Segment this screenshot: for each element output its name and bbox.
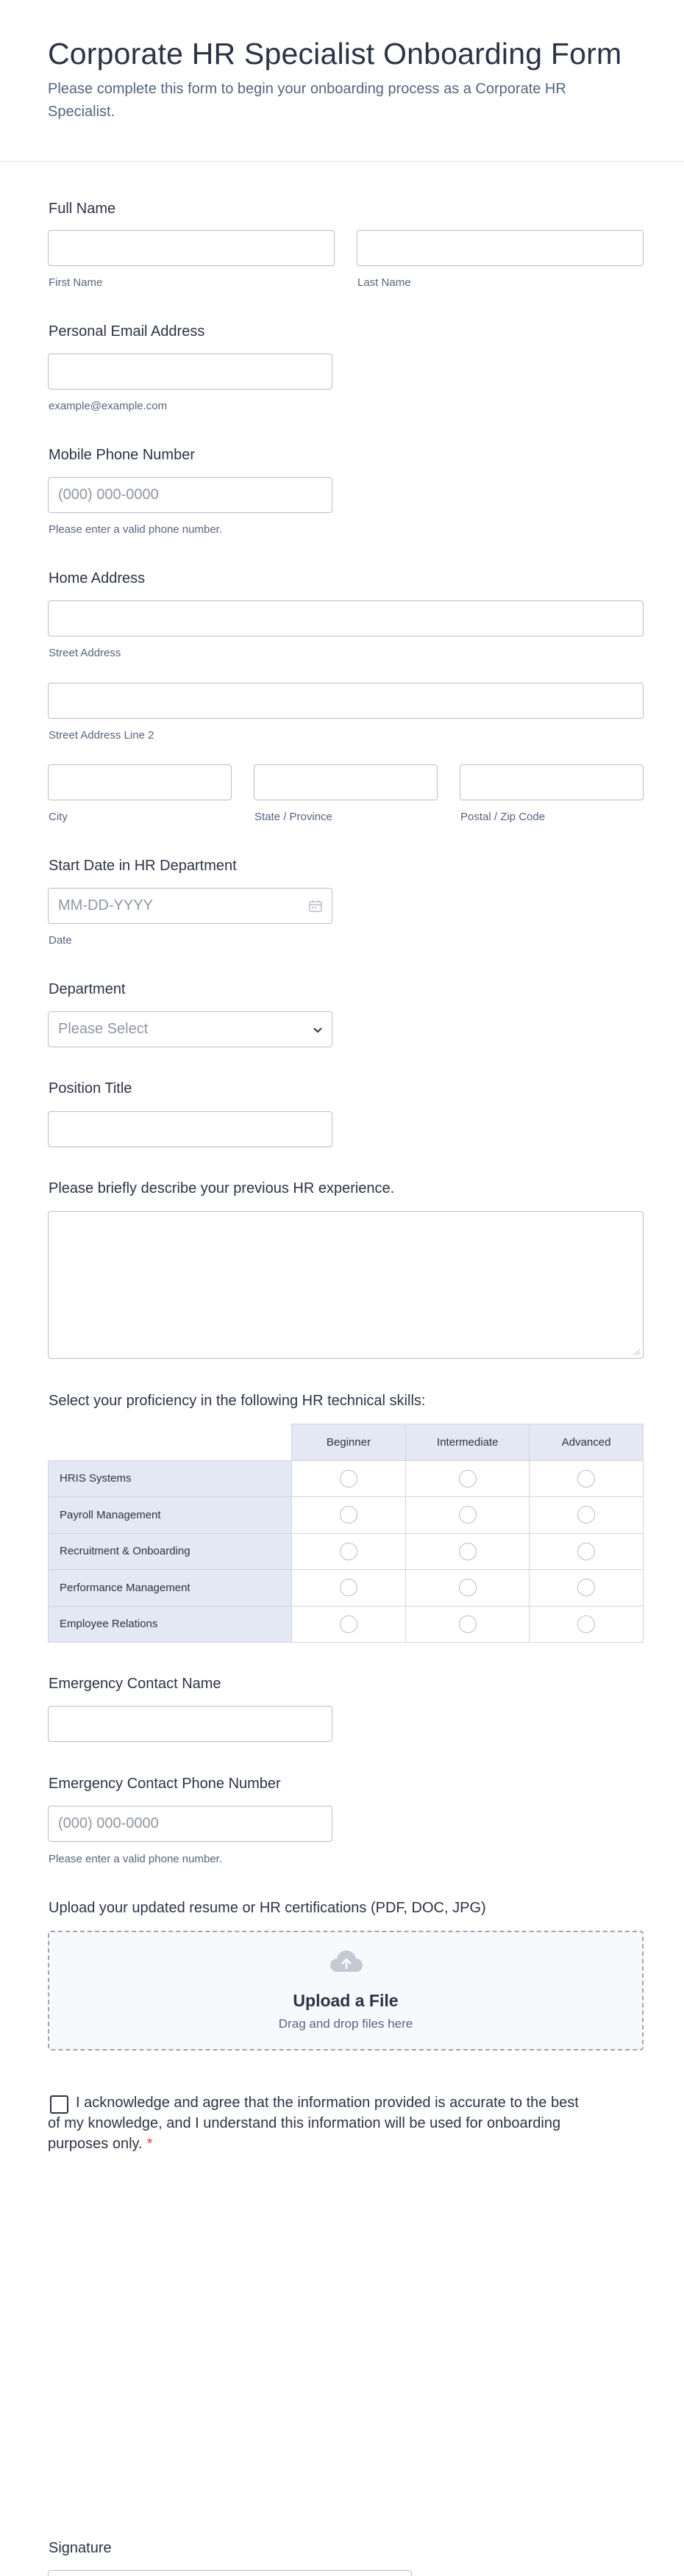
radio-hris-advanced[interactable] [577,1470,595,1488]
matrix-row-label: Performance Management [49,1570,292,1607]
table-row [49,1533,644,1570]
radio-relations-intermediate[interactable] [459,1615,477,1633]
matrix-col-header: Beginner [291,1424,406,1461]
start-date-label: Start Date in HR Department [49,858,237,874]
department-label: Department [49,981,126,997]
email-input[interactable] [48,354,332,390]
table-row [49,1497,644,1534]
table-row [49,1606,644,1643]
last-name-sublabel: Last Name [357,276,411,289]
zip-input[interactable] [460,764,644,800]
position-label: Position Title [49,1080,132,1097]
page-subtitle: Please complete this form to begin your onboarding process as a Corporate HR Specialist. [48,81,566,120]
state-sublabel: State / Province [254,811,332,823]
cloud-upload-icon [329,1948,364,1975]
emergency-phone-sublabel: Please enter a valid phone number. [49,1853,222,1865]
matrix-row-label: HRIS Systems [49,1460,292,1497]
radio-payroll-intermediate[interactable] [459,1506,477,1524]
signature-pad[interactable] [48,2570,412,2576]
radio-payroll-advanced[interactable] [577,1506,595,1524]
matrix-col-header: Intermediate [406,1424,530,1461]
radio-relations-advanced[interactable] [577,1615,595,1633]
city-sublabel: City [49,811,68,823]
skills-matrix [48,1424,644,1643]
experience-textarea[interactable] [48,1211,644,1359]
zip-sublabel: Postal / Zip Code [460,811,546,823]
skills-label: Select your proficiency in the following HR technical skills: [49,1393,426,1409]
upload-subtitle: Drag and drop files here [278,2017,413,2031]
emergency-phone-label: Emergency Contact Phone Number [49,1776,281,1792]
street-address-line2-sublabel: Street Address Line 2 [49,729,154,742]
department-placeholder: Please Select [58,1021,149,1037]
state-input[interactable] [254,764,438,800]
radio-performance-intermediate[interactable] [459,1579,477,1596]
email-label: Personal Email Address [49,323,205,340]
position-input[interactable] [48,1111,332,1147]
acknowledge-text [48,2092,585,2154]
street-address-sublabel: Street Address [49,647,121,659]
table-row [49,1570,644,1607]
signature-label: Signature [49,2540,112,2556]
radio-performance-beginner[interactable] [340,1579,357,1596]
resize-grip-icon[interactable] [632,1347,641,1356]
first-name-sublabel: First Name [49,276,103,289]
street-address-line2-input[interactable] [48,683,644,719]
radio-recruitment-beginner[interactable] [340,1543,357,1560]
address-label: Home Address [49,570,146,586]
start-date-input[interactable] [48,888,332,924]
matrix-col-header: Advanced [530,1424,644,1461]
emergency-phone-input[interactable] [48,1806,332,1842]
phone-placeholder: (000) 000-0000 [58,487,159,503]
phone-label: Mobile Phone Number [49,447,195,463]
full-name-label: Full Name [49,201,116,217]
department-select[interactable] [48,1011,332,1047]
upload-title: Upload a File [293,1991,399,2010]
page-title: Corporate HR Specialist Onboarding Form [48,37,622,71]
chevron-down-icon [311,1024,324,1037]
radio-performance-advanced[interactable] [577,1579,595,1596]
matrix-row-label: Payroll Management [49,1497,292,1534]
radio-recruitment-intermediate[interactable] [459,1543,477,1560]
street-address-input[interactable] [48,600,644,636]
file-upload-dropzone[interactable] [48,1931,644,2051]
calendar-icon[interactable] [308,899,323,914]
start-date-sublabel: Date [49,934,72,947]
city-input[interactable] [48,764,232,800]
start-date-placeholder: MM-DD-YYYY [58,897,153,914]
radio-relations-beginner[interactable] [340,1615,357,1633]
required-asterisk: * [146,2136,153,2152]
radio-recruitment-advanced[interactable] [577,1543,595,1560]
matrix-row-label: Recruitment & Onboarding [49,1533,292,1570]
first-name-input[interactable] [48,230,335,266]
radio-hris-intermediate[interactable] [459,1470,477,1488]
radio-payroll-beginner[interactable] [340,1506,357,1524]
table-row [49,1460,644,1497]
phone-sublabel: Please enter a valid phone number. [49,523,222,536]
experience-label: Please briefly describe your previous HR experience. [49,1180,395,1196]
upload-label: Upload your updated resume or HR certifications (PDF, DOC, JPG) [49,1900,486,1916]
matrix-row-label: Employee Relations [49,1606,292,1643]
radio-hris-beginner[interactable] [340,1470,357,1488]
form-header [0,0,684,162]
emergency-name-input[interactable] [48,1706,332,1742]
last-name-input[interactable] [357,230,644,266]
emergency-name-label: Emergency Contact Name [49,1676,221,1692]
phone-input[interactable] [48,477,332,513]
acknowledge-label: I acknowledge and agree that the information provided is accurate to the best of my knowledge, and I understand this information will be used for onboarding purposes only. [48,2095,579,2152]
email-sublabel: example@example.com [49,400,168,412]
emergency-phone-placeholder: (000) 000-0000 [58,1815,159,1831]
